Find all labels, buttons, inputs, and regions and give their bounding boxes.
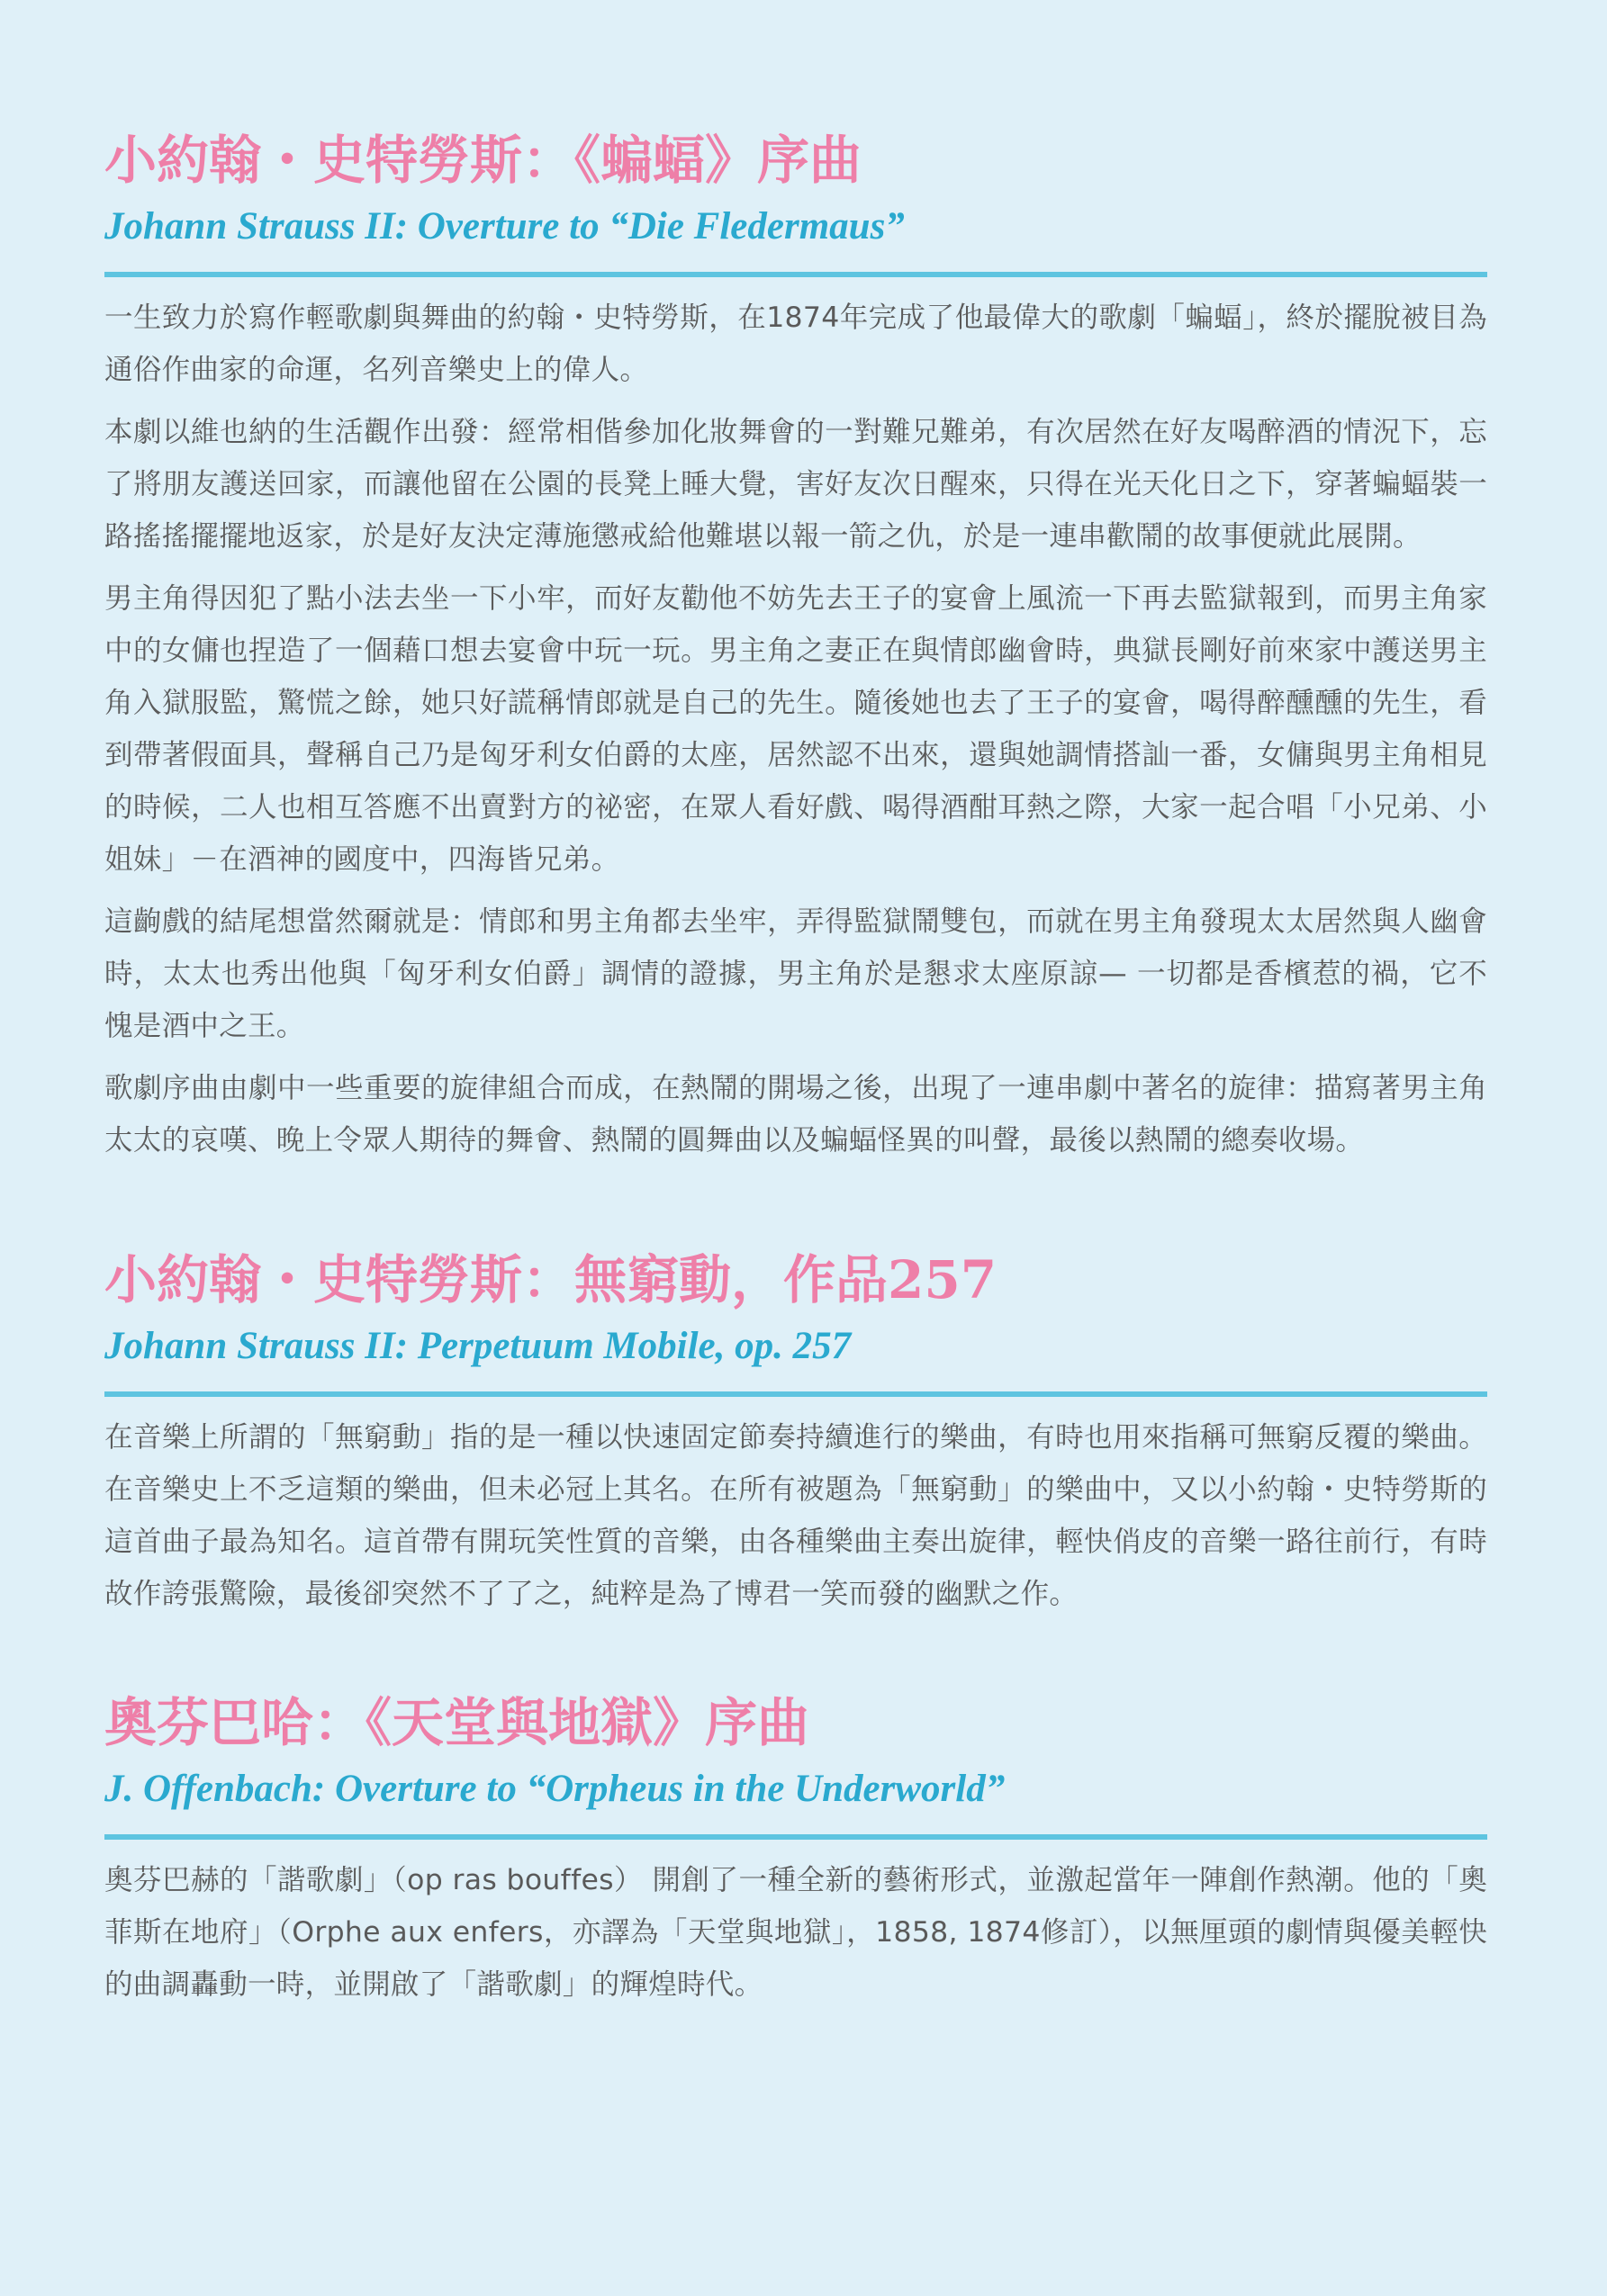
section-title-zh: 小約翰・史特勞斯：《蝙蝠》序曲 — [104, 130, 862, 191]
paragraph: 本劇以維也納的生活觀作出發：經常相偕參加化妝舞會的一對難兄難弟，有次居然在好友喝醉酒的情況下，忘了將朋友護送回家，而讓他留在公園的長凳上睡大覺，害好友次日醒來，只得在光天化日之下，穿著蝙蝠裝一路搖搖擺擺地返家，於是好友決定薄施懲戒給他難堪以報一箭之仇，於是一連串歡鬧的故事便就此展開。 — [104, 416, 1487, 553]
paragraph: 在音樂上所謂的「無窮動」指的是一種以快速固定節奏持續進行的樂曲，有時也用來指稱可無窮反覆的樂曲。在音樂史上不乏這類的樂曲，但未必冠上其名。在所有被題為「無窮動」的樂曲中，又以小約翰・史特勞斯的這首曲子最為知名。這首帶有開玩笑性質的音樂，由各種樂曲主奏出旋律，輕快俏皮的音樂一路往前行，有時故作誇張驚險，最後卻突然不了了之，純粹是為了博君一笑而發的幽默之作。 — [104, 1421, 1487, 1610]
section-die-fledermaus — [104, 126, 1487, 1166]
paragraph: 奧芬巴赫的「諧歌劇」（op ras bouffes） 開創了一種全新的藝術形式，並激起當年一陣創作熱潮。他的「奧菲斯在地府」（Orphe aux enfers，亦譯為「天堂與地獄」，1858, 1874修訂），以無厘頭的劇情與優美輕快的曲調轟動一時，並開啟了「諧歌劇」的輝煌時代。 — [104, 1864, 1487, 2001]
section-divider — [104, 272, 1487, 277]
section-orpheus-underworld — [104, 1688, 1487, 2011]
program-notes-page — [104, 126, 1487, 2021]
paragraph: 這齣戲的結尾想當然爾就是：情郎和男主角都去坐牢，弄得監獄鬧雙包，而就在男主角發現太太居然與人幽會時，太太也秀出他與「匈牙利女伯爵」調情的證據，男主角於是懇求太座原諒— 一切都是香檳惹的禍，它不愧是酒中之王。 — [104, 905, 1487, 1042]
section-title-zh: 奧芬巴哈：《天堂與地獄》序曲 — [104, 1692, 810, 1753]
section-title-zh: 小約翰・史特勞斯：無窮動，作品257 — [104, 1249, 998, 1310]
section-perpetuum-mobile — [104, 1246, 1487, 1620]
section-title-en: Johann Strauss II: Overture to “Die Fledermaus” — [104, 205, 905, 248]
section-title-en: Johann Strauss II: Perpetuum Mobile, op. 257 — [104, 1325, 852, 1367]
section-title-en: J. Offenbach: Overture to “Orpheus in the Underworld” — [104, 1768, 1006, 1810]
section-divider — [104, 1391, 1487, 1397]
paragraph: 男主角得因犯了點小法去坐一下小牢，而好友勸他不妨先去王子的宴會上風流一下再去監獄報到，而男主角家中的女傭也捏造了一個藉口想去宴會中玩一玩。男主角之妻正在與情郎幽會時，典獄長剛好前來家中護送男主角入獄服監，驚慌之餘，她只好謊稱情郎就是自己的先生。隨後她也去了王子的宴會，喝得醉醺醺的先生，看到帶著假面具，聲稱自己乃是匈牙利女伯爵的太座，居然認不出來，還與她調情搭訕一番，女傭與男主角相見的時候，二人也相互答應不出賣對方的祕密，在眾人看好戲、喝得酒酣耳熱之際，大家一起合唱「小兄弟、小姐妹」－在酒神的國度中，四海皆兄弟。 — [104, 582, 1487, 876]
paragraph: 一生致力於寫作輕歌劇與舞曲的約翰・史特勞斯，在1874年完成了他最偉大的歌劇「蝙蝠」，終於擺脫被目為通俗作曲家的命運，名列音樂史上的偉人。 — [104, 302, 1487, 386]
paragraph: 歌劇序曲由劇中一些重要的旋律組合而成，在熱鬧的開場之後，出現了一連串劇中著名的旋律：描寫著男主角太太的哀嘆、晚上令眾人期待的舞會、熱鬧的圓舞曲以及蝙蝠怪異的叫聲，最後以熱鬧的總奏收場。 — [104, 1072, 1487, 1157]
section-divider — [104, 1834, 1487, 1840]
